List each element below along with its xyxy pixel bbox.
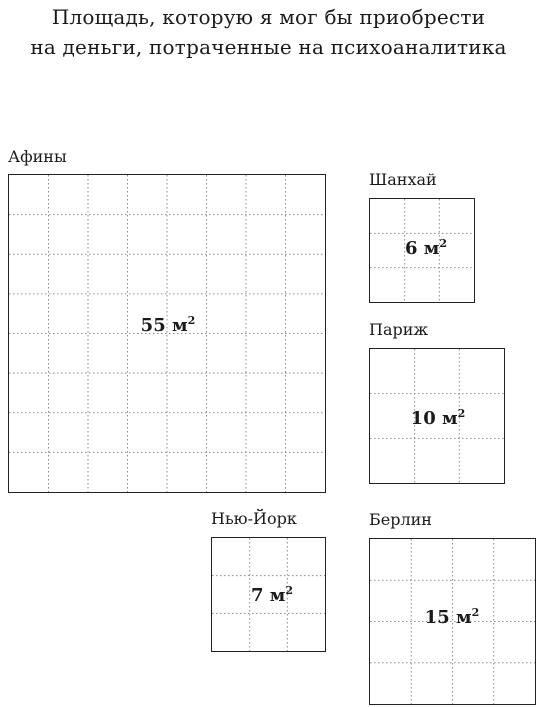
city-label-new-york: Нью-Йорк — [211, 509, 297, 528]
area-value-athens: 55 $м^2$ — [140, 314, 196, 336]
area-value-new-york: 7 $м^2$ — [250, 584, 294, 606]
title-line-2: на деньги, потраченные на психоаналитика — [30, 35, 507, 59]
area-value-shanghai: 6 $м^2$ — [404, 237, 448, 259]
city-label-berlin: Берлин — [369, 510, 432, 529]
city-label-paris: Париж — [369, 320, 429, 339]
city-label-shanghai: Шанхай — [369, 170, 437, 189]
area-value-berlin: 15 $м^2$ — [424, 606, 480, 628]
chart-title — [0, 2, 537, 62]
city-label-athens: Афины — [8, 147, 67, 166]
area-value-paris: 10 $м^2$ — [410, 407, 466, 429]
title-line-1: Площадь, которую я мог бы приобрести — [51, 5, 486, 29]
